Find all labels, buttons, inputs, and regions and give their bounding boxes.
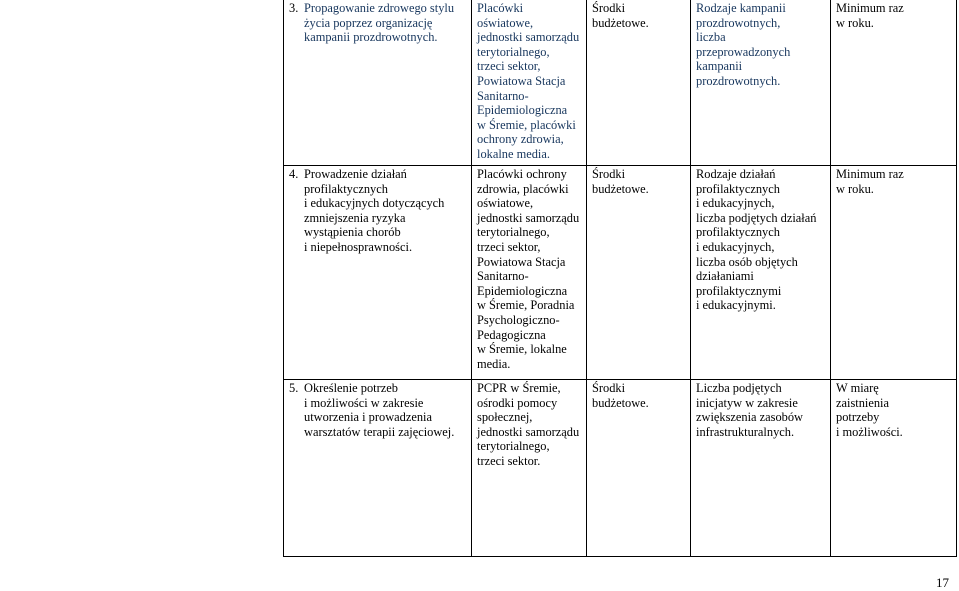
task-line: warsztatów terapii zajęciowej.: [304, 424, 455, 439]
indicators-line: kampanii: [696, 59, 743, 74]
executors-line: w Śremie, placówki: [477, 117, 576, 132]
deadline-line: zaistnienia: [836, 395, 889, 410]
table-row: [284, 166, 957, 380]
executors-line: Placówki: [477, 1, 524, 15]
deadline-cell: [831, 380, 957, 557]
deadline-line: w roku.: [836, 15, 874, 30]
task-line: Propagowanie zdrowego stylu: [304, 1, 455, 15]
indicators-line: i edukacyjnych,: [696, 196, 775, 211]
indicators-line: liczba: [696, 30, 726, 45]
funding-line: Środki: [592, 1, 626, 15]
indicators-line: profilaktycznych: [696, 225, 780, 240]
indicators-cell: [691, 380, 831, 557]
executors-line: Psychologiczno-: [477, 312, 560, 327]
task-line: Prowadzenie działań: [304, 167, 407, 181]
executors-line: media.: [477, 356, 511, 371]
executors-line: Epidemiologiczna: [477, 103, 568, 118]
row-number: 4.: [289, 167, 299, 181]
indicators-line: zwiększenia zasobów: [696, 410, 803, 425]
task-line: i niepełnosprawności.: [304, 239, 413, 254]
indicators-line: Liczba podjętych: [696, 381, 782, 395]
indicators-line: profilaktycznych: [696, 181, 780, 196]
task-line: zmniejszenia ryzyka: [304, 210, 406, 225]
executors-line: Powiatowa Stacja: [477, 254, 566, 269]
executors-line: trzeci sektor,: [477, 239, 541, 254]
task-line: życia poprzez organizację: [304, 15, 433, 30]
executors-line: Placówki ochrony: [477, 167, 567, 181]
executors-cell: [472, 380, 587, 557]
indicators-cell: [691, 166, 831, 380]
task-line: profilaktycznych: [304, 181, 388, 196]
indicators-line: liczba podjętych działań: [696, 210, 817, 225]
funding-line: Środki: [592, 381, 626, 395]
indicators-line: Rodzaje kampanii: [696, 1, 786, 15]
funding-line: budżetowe.: [592, 181, 649, 196]
deadline-line: w roku.: [836, 181, 874, 196]
indicators-line: i edukacyjnymi.: [696, 298, 776, 313]
funding-line: Środki: [592, 167, 626, 181]
executors-line: ośrodki pomocy: [477, 395, 558, 410]
deadline-line: i możliwości.: [836, 424, 903, 439]
row-number: 5.: [289, 381, 299, 395]
executors-line: trzeci sektor.: [477, 453, 541, 468]
indicators-line: inicjatyw w zakresie: [696, 395, 798, 410]
funding-cell: [587, 166, 691, 380]
executors-line: jednostki samorządu: [477, 210, 580, 225]
executors-line: Sanitarno-: [477, 269, 529, 284]
executors-line: trzeci sektor,: [477, 59, 541, 74]
page-number: 17: [936, 575, 949, 590]
executors-line: Powiatowa Stacja: [477, 73, 566, 88]
indicators-line: prozdrowotnych.: [696, 73, 781, 88]
table-row: [284, 380, 957, 557]
funding-line: budżetowe.: [592, 15, 649, 30]
row-number: 3.: [289, 1, 299, 15]
funding-cell: [587, 380, 691, 557]
executors-cell: [472, 166, 587, 380]
executors-line: oświatowe,: [477, 196, 534, 211]
funding-line: budżetowe.: [592, 395, 649, 410]
table-row: [284, 0, 957, 166]
executors-line: terytorialnego,: [477, 439, 550, 454]
executors-line: oświatowe,: [477, 15, 534, 30]
executors-line: PCPR w Śremie,: [477, 381, 561, 395]
indicators-line: i edukacyjnych,: [696, 239, 775, 254]
task-cell: [284, 0, 472, 166]
executors-line: Epidemiologiczna: [477, 283, 568, 298]
executors-line: jednostki samorządu: [477, 30, 580, 45]
deadline-cell: [831, 166, 957, 380]
indicators-line: infrastrukturalnych.: [696, 424, 795, 439]
executors-line: Pedagogiczna: [477, 327, 546, 342]
task-cell: [284, 380, 472, 557]
executors-line: jednostki samorządu: [477, 424, 580, 439]
deadline-line: W miarę: [836, 381, 879, 395]
task-line: i edukacyjnych dotyczących: [304, 196, 445, 211]
indicators-line: działaniami: [696, 269, 754, 284]
executors-cell: [472, 0, 587, 166]
executors-line: zdrowia, placówki: [477, 181, 569, 196]
deadline-line: potrzeby: [836, 410, 880, 425]
indicators-line: przeprowadzonych: [696, 44, 791, 59]
task-line: i możliwości w zakresie: [304, 395, 424, 410]
indicators-line: profilaktycznymi: [696, 283, 782, 298]
indicators-line: prozdrowotnych,: [696, 15, 781, 30]
executors-line: ochrony zdrowia,: [477, 132, 564, 147]
task-line: kampanii prozdrowotnych.: [304, 30, 438, 45]
task-line: wystąpienia chorób: [304, 225, 401, 240]
action-plan-table: [283, 0, 957, 557]
deadline-line: Minimum raz: [836, 1, 904, 15]
executors-line: społecznej,: [477, 410, 533, 425]
executors-line: terytorialnego,: [477, 225, 550, 240]
funding-cell: [587, 0, 691, 166]
task-line: utworzenia i prowadzenia: [304, 410, 432, 425]
executors-line: terytorialnego,: [477, 44, 550, 59]
deadline-cell: [831, 0, 957, 166]
indicators-line: Rodzaje działań: [696, 167, 776, 181]
executors-line: w Śremie, Poradnia: [477, 298, 575, 313]
indicators-cell: [691, 0, 831, 166]
executors-line: lokalne media.: [477, 146, 550, 161]
task-cell: [284, 166, 472, 380]
task-line: Określenie potrzeb: [304, 381, 398, 395]
deadline-line: Minimum raz: [836, 167, 904, 181]
indicators-line: liczba osób objętych: [696, 254, 798, 269]
executors-line: Sanitarno-: [477, 88, 529, 103]
executors-line: w Śremie, lokalne: [477, 342, 567, 357]
